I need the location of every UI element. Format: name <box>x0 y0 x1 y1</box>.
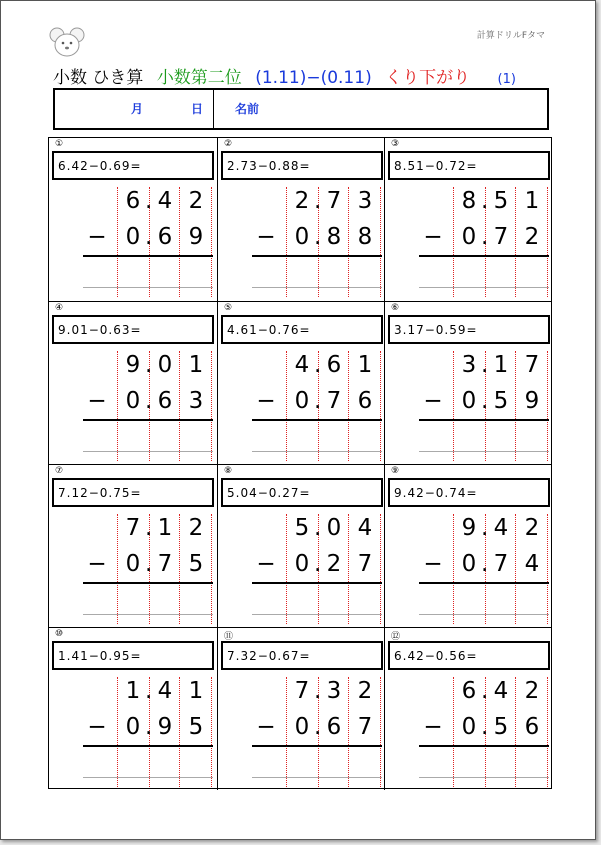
guide-line <box>211 514 212 624</box>
problem-equation: 4.61−0.76= <box>221 315 383 344</box>
answer-line-lower <box>419 777 549 778</box>
decimal-point: . <box>314 678 322 704</box>
minus-sign: − <box>423 551 443 577</box>
digit-top: 6 <box>326 352 342 378</box>
problem-cell <box>384 464 552 627</box>
guide-line <box>179 351 180 461</box>
guide-line <box>453 187 454 297</box>
digit-bottom: 7 <box>493 224 509 250</box>
guide-line <box>286 351 287 461</box>
digit-bottom: 0 <box>461 224 477 250</box>
digit-bottom: 0 <box>461 714 477 740</box>
problem-equation: 6.42−0.69= <box>52 151 214 180</box>
day-label: 日 <box>191 102 204 116</box>
answer-line-lower <box>83 287 213 288</box>
digit-bottom: 0 <box>125 551 141 577</box>
title-note: くり下がり <box>385 68 471 88</box>
digit-bottom: 8 <box>357 224 373 250</box>
result-line <box>252 255 382 257</box>
decimal-point: . <box>314 352 322 378</box>
problem-equation: 1.41−0.95= <box>52 641 214 670</box>
digit-top: 3 <box>326 678 342 704</box>
digit-bottom: 5 <box>188 714 204 740</box>
guide-line <box>211 187 212 297</box>
answer-line-lower <box>252 287 382 288</box>
digit-top: 1 <box>357 352 373 378</box>
digit-top: 7 <box>125 515 141 541</box>
digit-top: 4 <box>294 352 310 378</box>
digit-top: 2 <box>294 188 310 214</box>
guide-line <box>117 187 118 297</box>
problem-number: ⑧ <box>224 466 233 476</box>
minus-sign: − <box>256 388 276 414</box>
problem-cell <box>217 627 385 790</box>
digit-top: 7 <box>326 188 342 214</box>
minus-sign: − <box>256 551 276 577</box>
digit-top: 7 <box>524 352 540 378</box>
digit-top: 1 <box>157 515 173 541</box>
digit-top: 2 <box>524 515 540 541</box>
problem-equation: 7.12−0.75= <box>52 478 214 507</box>
problem-cell <box>49 627 217 790</box>
digit-top: 4 <box>493 515 509 541</box>
problem-equation: 5.04−0.27= <box>221 478 383 507</box>
problem-number: ⑥ <box>391 303 400 313</box>
result-line <box>419 582 549 584</box>
digit-bottom: 2 <box>524 224 540 250</box>
digit-bottom: 7 <box>493 551 509 577</box>
problem-cell <box>384 138 552 301</box>
minus-sign: − <box>87 551 107 577</box>
guide-line <box>286 514 287 624</box>
month-label: 月 <box>131 102 144 116</box>
digit-bottom: 6 <box>357 388 373 414</box>
problem-grid <box>48 137 552 789</box>
decimal-point: . <box>314 224 322 250</box>
digit-bottom: 7 <box>157 551 173 577</box>
guide-line <box>547 351 548 461</box>
decimal-point: . <box>145 714 153 740</box>
digit-bottom: 7 <box>357 714 373 740</box>
digit-top: 9 <box>461 515 477 541</box>
problem-number: ⑨ <box>391 466 400 476</box>
digit-top: 2 <box>524 678 540 704</box>
guide-line <box>515 187 516 297</box>
problem-cell <box>384 627 552 790</box>
digit-top: 1 <box>188 678 204 704</box>
digit-bottom: 0 <box>125 388 141 414</box>
problem-number: ⑪ <box>224 632 234 642</box>
title-form: (1.11)−(0.11) <box>255 68 372 88</box>
minus-sign: − <box>87 388 107 414</box>
digit-bottom: 0 <box>294 224 310 250</box>
result-line <box>419 255 549 257</box>
decimal-point: . <box>314 188 322 214</box>
decimal-point: . <box>481 678 489 704</box>
guide-line <box>179 677 180 787</box>
decimal-point: . <box>481 551 489 577</box>
digit-top: 1 <box>493 352 509 378</box>
problem-number: ⑤ <box>224 303 233 313</box>
digit-bottom: 6 <box>157 388 173 414</box>
answer-line-lower <box>419 614 549 615</box>
minus-sign: − <box>256 714 276 740</box>
problem-equation: 9.42−0.74= <box>388 478 550 507</box>
digit-top: 7 <box>294 678 310 704</box>
guide-line <box>348 677 349 787</box>
result-line <box>252 745 382 747</box>
digit-bottom: 0 <box>461 551 477 577</box>
digit-bottom: 0 <box>294 388 310 414</box>
digit-top: 0 <box>326 515 342 541</box>
guide-line <box>453 677 454 787</box>
digit-bottom: 0 <box>125 224 141 250</box>
name-box-divider <box>213 90 214 128</box>
digit-top: 6 <box>125 188 141 214</box>
guide-line <box>348 351 349 461</box>
problem-equation: 6.42−0.56= <box>388 641 550 670</box>
worksheet-title <box>53 63 524 88</box>
decimal-point: . <box>481 515 489 541</box>
result-line <box>419 419 549 421</box>
digit-bottom: 0 <box>294 714 310 740</box>
guide-line <box>117 514 118 624</box>
decimal-point: . <box>145 388 153 414</box>
guide-line <box>348 514 349 624</box>
digit-top: 4 <box>157 188 173 214</box>
guide-line <box>286 187 287 297</box>
problem-equation: 8.51−0.72= <box>388 151 550 180</box>
answer-line-lower <box>252 451 382 452</box>
digit-bottom: 5 <box>493 388 509 414</box>
digit-bottom: 9 <box>157 714 173 740</box>
digit-top: 1 <box>125 678 141 704</box>
decimal-point: . <box>145 678 153 704</box>
decimal-point: . <box>314 551 322 577</box>
answer-line-lower <box>83 777 213 778</box>
digit-top: 4 <box>493 678 509 704</box>
problem-equation: 2.73−0.88= <box>221 151 383 180</box>
digit-bottom: 8 <box>326 224 342 250</box>
result-line <box>83 745 213 747</box>
digit-bottom: 6 <box>326 714 342 740</box>
digit-bottom: 7 <box>326 388 342 414</box>
digit-top: 5 <box>294 515 310 541</box>
digit-bottom: 9 <box>188 224 204 250</box>
minus-sign: − <box>256 224 276 250</box>
name-label: 名前 <box>235 102 260 116</box>
decimal-point: . <box>481 352 489 378</box>
problem-cell <box>49 464 217 627</box>
title-main: 小数 ひき算 <box>53 68 144 88</box>
guide-line <box>515 514 516 624</box>
sheet-number: (1) <box>497 72 516 87</box>
guide-line <box>453 514 454 624</box>
digit-bottom: 9 <box>524 388 540 414</box>
digit-top: 2 <box>188 188 204 214</box>
problem-cell <box>384 301 552 464</box>
answer-line-lower <box>419 451 549 452</box>
digit-bottom: 0 <box>294 551 310 577</box>
decimal-point: . <box>314 515 322 541</box>
problem-cell <box>49 138 217 301</box>
digit-top: 4 <box>357 515 373 541</box>
digit-bottom: 0 <box>461 388 477 414</box>
guide-line <box>117 351 118 461</box>
name-box <box>53 88 549 130</box>
result-line <box>252 582 382 584</box>
decimal-point: . <box>145 352 153 378</box>
result-line <box>83 255 213 257</box>
digit-top: 6 <box>461 678 477 704</box>
result-line <box>83 582 213 584</box>
guide-line <box>515 351 516 461</box>
guide-line <box>547 514 548 624</box>
problem-cell <box>49 301 217 464</box>
guide-line <box>348 187 349 297</box>
problem-cell <box>217 464 385 627</box>
result-line <box>252 419 382 421</box>
decimal-point: . <box>481 188 489 214</box>
guide-line <box>286 677 287 787</box>
digit-bottom: 0 <box>125 714 141 740</box>
answer-line-lower <box>83 451 213 452</box>
digit-top: 3 <box>461 352 477 378</box>
decimal-point: . <box>481 224 489 250</box>
digit-bottom: 2 <box>326 551 342 577</box>
result-line <box>419 745 549 747</box>
digit-top: 1 <box>524 188 540 214</box>
minus-sign: − <box>87 224 107 250</box>
decimal-point: . <box>145 224 153 250</box>
minus-sign: − <box>423 714 443 740</box>
digit-top: 4 <box>157 678 173 704</box>
decimal-point: . <box>145 188 153 214</box>
problem-number: ⑦ <box>55 466 64 476</box>
guide-line <box>453 351 454 461</box>
answer-line-lower <box>252 777 382 778</box>
problem-number: ⑩ <box>55 629 64 639</box>
decimal-point: . <box>145 551 153 577</box>
result-line <box>83 419 213 421</box>
mouse-face-icon <box>49 26 85 58</box>
guide-line <box>179 514 180 624</box>
digit-bottom: 4 <box>524 551 540 577</box>
problem-number: ④ <box>55 303 64 313</box>
guide-line <box>211 677 212 787</box>
guide-line <box>515 677 516 787</box>
digit-bottom: 7 <box>357 551 373 577</box>
digit-bottom: 6 <box>157 224 173 250</box>
guide-line <box>179 187 180 297</box>
answer-line-lower <box>83 614 213 615</box>
digit-top: 2 <box>188 515 204 541</box>
problem-equation: 3.17−0.59= <box>388 315 550 344</box>
guide-line <box>380 351 381 461</box>
problem-number: ⑫ <box>391 632 401 642</box>
digit-bottom: 5 <box>188 551 204 577</box>
digit-top: 5 <box>493 188 509 214</box>
problem-equation: 9.01−0.63= <box>52 315 214 344</box>
brand-label: 計算ドリルFタマ <box>476 31 545 41</box>
guide-line <box>380 514 381 624</box>
minus-sign: − <box>423 224 443 250</box>
guide-line <box>117 677 118 787</box>
decimal-point: . <box>314 714 322 740</box>
digit-top: 3 <box>357 188 373 214</box>
decimal-point: . <box>145 515 153 541</box>
problem-number: ③ <box>391 139 400 149</box>
guide-line <box>380 677 381 787</box>
guide-line <box>380 187 381 297</box>
guide-line <box>211 351 212 461</box>
problem-number: ① <box>55 139 64 149</box>
problem-equation: 7.32−0.67= <box>221 641 383 670</box>
guide-line <box>547 187 548 297</box>
digit-top: 0 <box>157 352 173 378</box>
digit-bottom: 6 <box>524 714 540 740</box>
minus-sign: − <box>87 714 107 740</box>
problem-cell <box>217 301 385 464</box>
minus-sign: − <box>423 388 443 414</box>
digit-bottom: 3 <box>188 388 204 414</box>
decimal-point: . <box>481 388 489 414</box>
digit-top: 2 <box>357 678 373 704</box>
problem-cell <box>217 138 385 301</box>
answer-line-lower <box>252 614 382 615</box>
title-sub: 小数第二位 <box>156 68 242 88</box>
decimal-point: . <box>481 714 489 740</box>
digit-top: 8 <box>461 188 477 214</box>
guide-line <box>547 677 548 787</box>
digit-bottom: 5 <box>493 714 509 740</box>
digit-top: 9 <box>125 352 141 378</box>
decimal-point: . <box>314 388 322 414</box>
problem-number: ② <box>224 139 233 149</box>
digit-top: 1 <box>188 352 204 378</box>
answer-line-lower <box>419 287 549 288</box>
